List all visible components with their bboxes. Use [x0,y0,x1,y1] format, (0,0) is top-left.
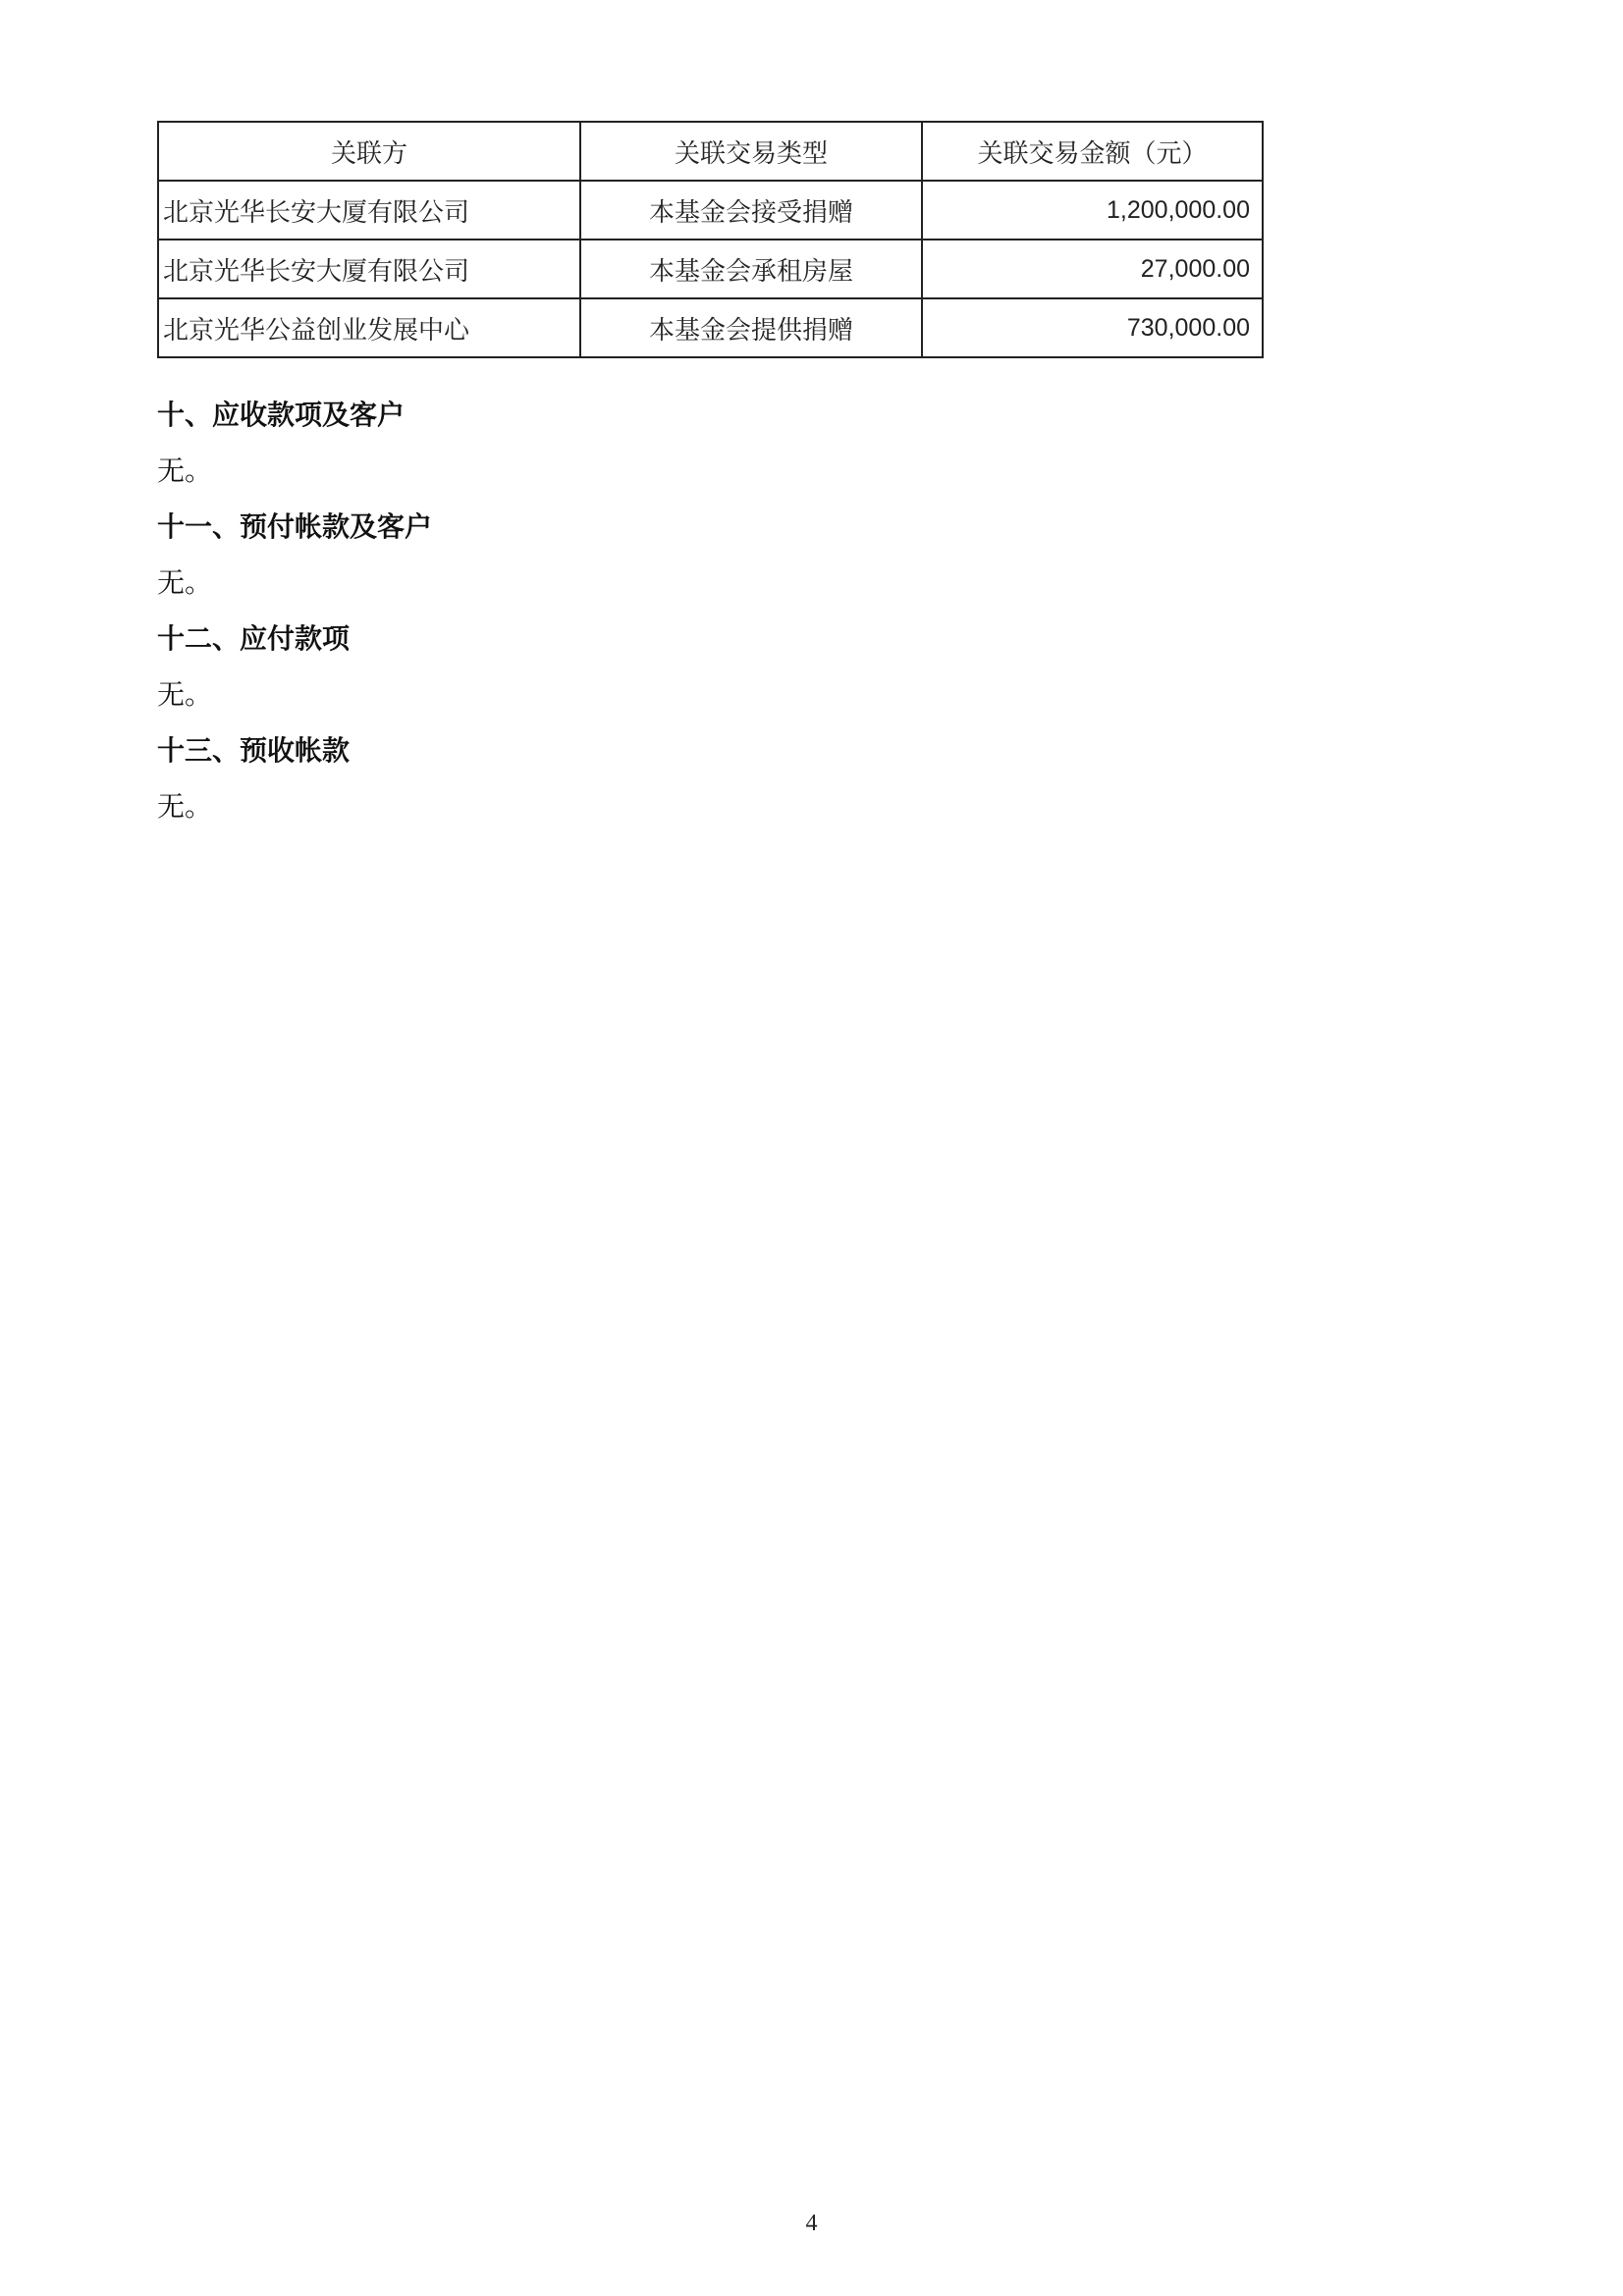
section-body: 无。 [157,566,213,599]
section-payables [157,619,1237,715]
section-body: 无。 [157,454,213,487]
table-row [158,298,1263,357]
section-heading: 十三、预收帐款 [157,734,351,767]
cell-type: 本基金会承租房屋 [580,240,922,298]
page-number: 4 [805,2211,818,2236]
section-advance-receipts [157,731,1237,827]
section-heading: 十、应收款项及客户 [157,399,406,431]
table-row [158,240,1263,298]
header-related-party: 关联方 [158,122,580,181]
section-prepayments [157,507,1237,603]
table-row [158,181,1263,240]
section-body: 无。 [157,790,213,823]
cell-amount: 1,200,000.00 [922,181,1263,240]
cell-party: 北京光华长安大厦有限公司 [158,181,580,240]
cell-type: 本基金会提供捐赠 [580,298,922,357]
section-heading: 十二、应付款项 [157,622,351,655]
section-receivables [157,396,1237,491]
cell-amount: 730,000.00 [922,298,1263,357]
cell-type: 本基金会接受捐赠 [580,181,922,240]
cell-party: 北京光华长安大厦有限公司 [158,240,580,298]
section-body: 无。 [157,678,213,711]
table-header-row [158,122,1263,181]
cell-party: 北京光华公益创业发展中心 [158,298,580,357]
related-party-transactions-table [157,121,1264,358]
header-transaction-type: 关联交易类型 [580,122,922,181]
section-heading: 十一、预付帐款及客户 [157,510,433,543]
header-transaction-amount: 关联交易金额（元） [922,122,1263,181]
cell-amount: 27,000.00 [922,240,1263,298]
